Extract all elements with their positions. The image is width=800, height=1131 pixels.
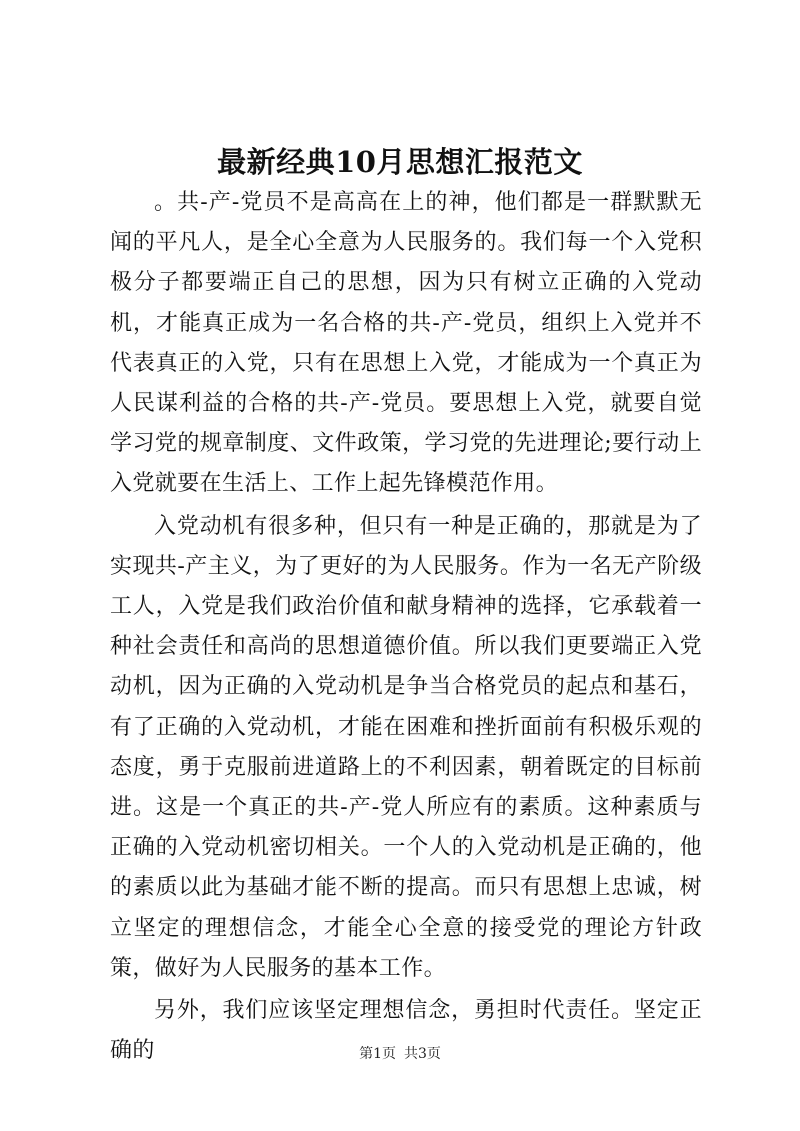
document-body bbox=[110, 183, 702, 1073]
paragraph-2: 入党动机有很多种，但只有一种是正确的，那就是为了实现共-产主义，为了更好的为人民服务。作为一名无产阶级工人，入党是我们政治价值和献身精神的选择，它承载着一种社会责任和高尚的思想道德价值。所以我们更要端正入党动机，因为正确的入党动机是争当合格党员的起点和基石，有了正确的入党动机，才能在困难和挫折面前有积极乐观的态度，勇于克服前进道路上的不利因素，朝着既定的目标前进。这是一个真正的共-产-党人所应有的素质。这种素质与正确的入党动机密切相关。一个人的入党动机是正确的，他的素质以此为基础才能不断的提高。而只有思想上忠诚，树立坚定的理想信念，才能全心全意的接受党的理论方针政策，做好为人民服务的基本工作。 bbox=[110, 513, 702, 981]
paragraph-3: 另外，我们应该坚定理想信念，勇担时代责任。坚定正确的 bbox=[110, 998, 702, 1064]
document-title: 最新经典10月思想汇报范文 bbox=[217, 145, 583, 179]
page-footer bbox=[0, 1044, 800, 1064]
page-number: 第1页 bbox=[359, 1046, 396, 1062]
page-total: 共3页 bbox=[404, 1046, 441, 1062]
paragraph-1: 。共-产-党员不是高高在上的神，他们都是一群默默无闻的平凡人，是全心全意为人民服务的。我们每一个入党积极分子都要端正自己的思想，因为只有树立正确的入党动机，才能真正成为一名合格的共-产-党员，组织上入党并不代表真正的入党，只有在思想上入党，才能成为一个真正为人民谋利益的合格的共-产-党员。要思想上入党，就要自觉学习党的规章制度、文件政策，学习党的先进理论;要行动上入党就要在生活上、工作上起先锋模范作用。 bbox=[110, 190, 702, 497]
